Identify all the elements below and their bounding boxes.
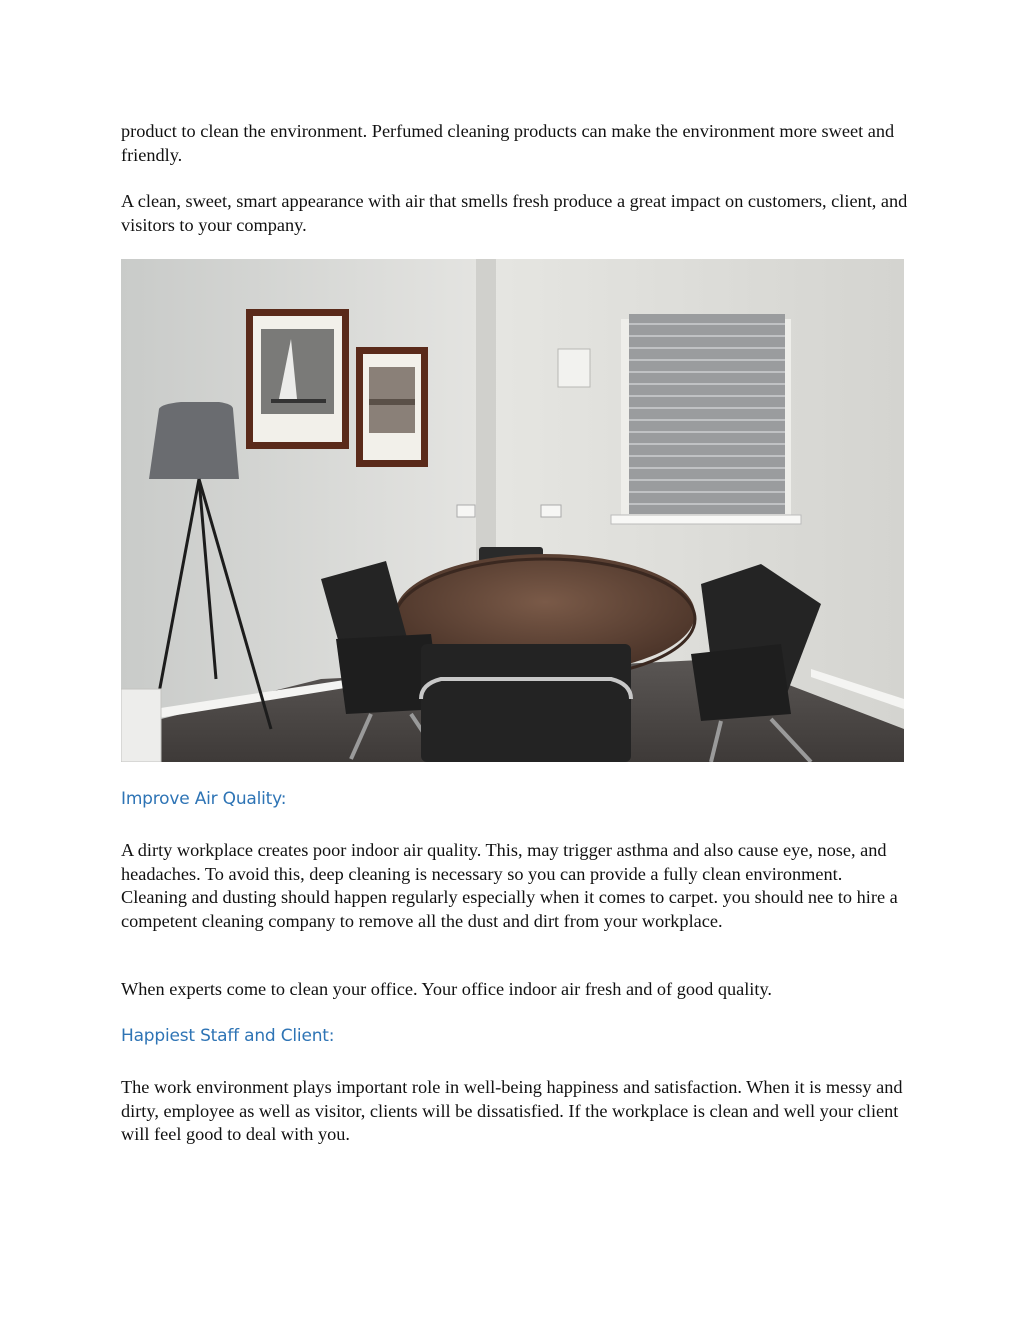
chair-front [421, 644, 631, 762]
paragraph-happiest-staff: The work environment plays important role in well-being happiness and satisfaction. When it is messy and dirty, employee as well as visitor, clients will be dissatisfied. If the workplace is clean and well your client will feel good to deal with you. [121, 1077, 903, 1144]
section-heading-happiest-staff: Happiest Staff and Client: [121, 1026, 335, 1046]
paragraph-intro-continued: product to clean the environment. Perfumed cleaning products can make the environment more sweet and friendly. [121, 121, 895, 165]
section-heading-air-quality: Improve Air Quality: [121, 789, 287, 809]
framed-picture-left [246, 309, 349, 449]
paragraph-impact: A clean, sweet, smart appearance with air that smells fresh produce a great impact on customers, client, and visitors to your company. [121, 191, 908, 235]
window-blinds [611, 314, 801, 524]
paragraph-air-quality-2: When experts come to clean your office. Your office indoor air fresh and of good quality. [121, 979, 772, 999]
meeting-room-photo [121, 259, 904, 762]
framed-picture-right [356, 347, 428, 467]
paragraph-air-quality-1: A dirty workplace creates poor indoor air quality. This, may trigger asthma and also cause eye, nose, and headaches. To avoid this, deep cleaning is necessary so you can provide a fully clean environment. Cleaning and dusting should happen regularly especially when it comes to carpet. you should nee to hire a competent cleaning company to remove all the dust and dirt from your workplace. [121, 840, 898, 931]
